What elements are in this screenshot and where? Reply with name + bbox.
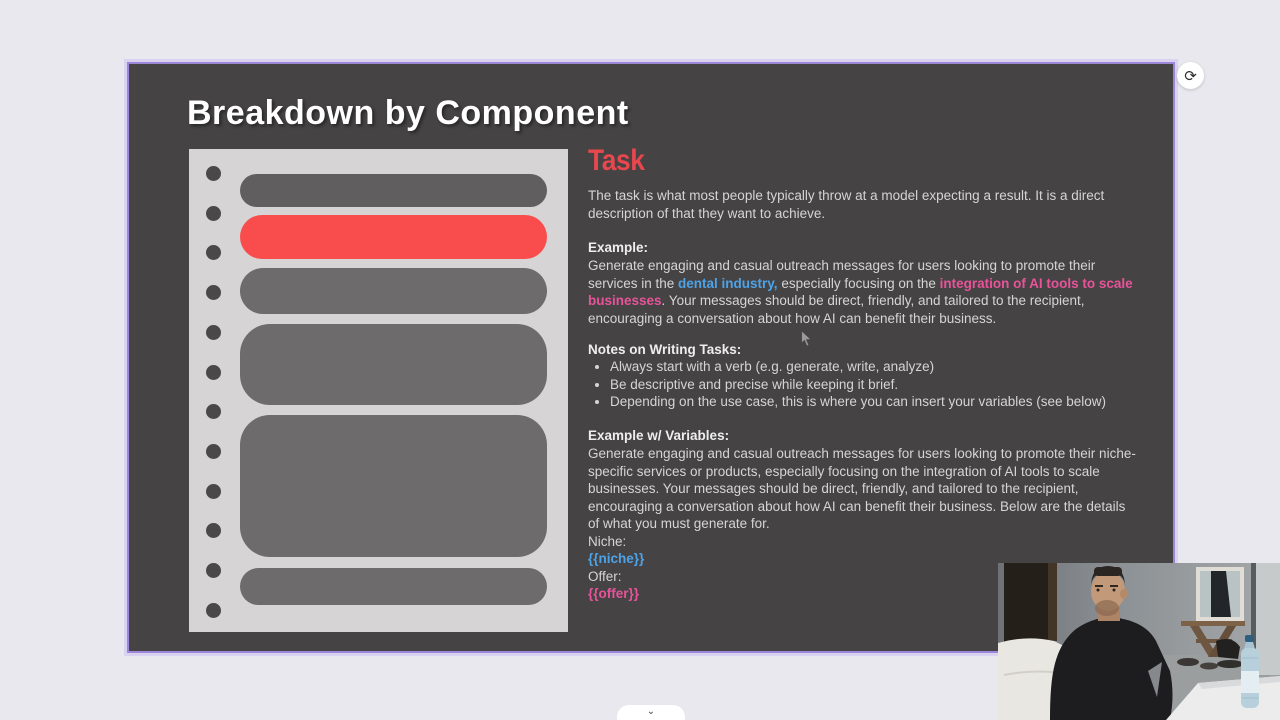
niche-label: Niche: <box>588 533 627 549</box>
note-item: • Always start with a verb (e.g. generate, write, analyze) <box>610 358 1140 376</box>
offer-variable: {{offer}} <box>588 586 640 601</box>
niche-variable: {{niche}} <box>588 551 645 566</box>
notes-list <box>588 358 1140 411</box>
punch-hole <box>206 484 221 499</box>
webcam-overlay[interactable] <box>998 563 1280 720</box>
example-label: Example: <box>588 240 649 255</box>
offer-label: Offer: <box>588 568 622 584</box>
note-item: • Be descriptive and precise while keeping it brief. <box>610 376 1140 394</box>
highlighted-text: integration of AI tools to scale businesses <box>588 275 1133 308</box>
text-run: Generate engaging and casual outreach messages for users looking to promote their services in the <box>588 258 1096 291</box>
highlighted-text: dental industry, <box>678 275 778 291</box>
refresh-icon: ⟳ <box>1184 67 1197 85</box>
console-table <box>1181 621 1245 626</box>
notebook-graphic <box>189 149 568 632</box>
door-frame <box>1256 563 1280 675</box>
punch-hole <box>206 365 221 380</box>
variables-label: Example w/ Variables: <box>588 428 730 443</box>
mouse-cursor-icon <box>801 330 813 348</box>
punch-hole <box>206 166 221 181</box>
webcam-scene <box>998 563 1280 720</box>
punch-hole <box>206 404 221 419</box>
notes-label: Notes on Writing Tasks: <box>588 342 742 357</box>
punch-hole <box>206 285 221 300</box>
person-beard <box>1095 600 1119 616</box>
toolbar-collapse-tab[interactable] <box>617 705 685 720</box>
slide-title: Breakdown by Component <box>187 94 629 132</box>
punch-hole <box>206 603 221 618</box>
refresh-button[interactable] <box>1177 62 1204 89</box>
notebook-bar <box>240 324 547 405</box>
notebook-bar <box>240 415 547 557</box>
punch-hole <box>206 523 221 538</box>
punch-hole <box>206 206 221 221</box>
text-run: . Your messages should be direct, friendly, and tailored to the recipient, encouraging a conversation about how AI can benefit their business. <box>588 293 1085 326</box>
notebook-bar-highlighted <box>240 215 547 259</box>
text-run: especially focusing on the <box>777 275 940 291</box>
example-paragraph <box>588 257 1140 327</box>
notebook-bars <box>240 149 547 632</box>
task-intro: The task is what most people typically throw at a model expecting a result. It is a direct description of that they want to achieve. <box>588 188 1105 221</box>
notebook-bar <box>240 174 547 207</box>
task-heading: Task <box>588 144 645 177</box>
variables-paragraph: Generate engaging and casual outreach messages for users looking to promote their niche-specific services or products, especially focusing on the integration of AI tools to scale businesses. Your messages should be direct, friendly, and tailored to the recipient, encouraging a conversation about how AI can benefit their business. Below are the details of what you must generate for. <box>588 446 1136 531</box>
punch-hole <box>206 325 221 340</box>
notebook-holes <box>206 149 222 632</box>
note-item: • Depending on the use case, this is where you can insert your variables (see below) <box>610 393 1140 411</box>
punch-hole <box>206 245 221 260</box>
chevron-down-icon: ⌄ <box>646 706 656 717</box>
notebook-bar <box>240 268 547 314</box>
notebook-bar <box>240 568 547 605</box>
punch-hole <box>206 563 221 578</box>
punch-hole <box>206 444 221 459</box>
wardrobe <box>1004 563 1048 643</box>
